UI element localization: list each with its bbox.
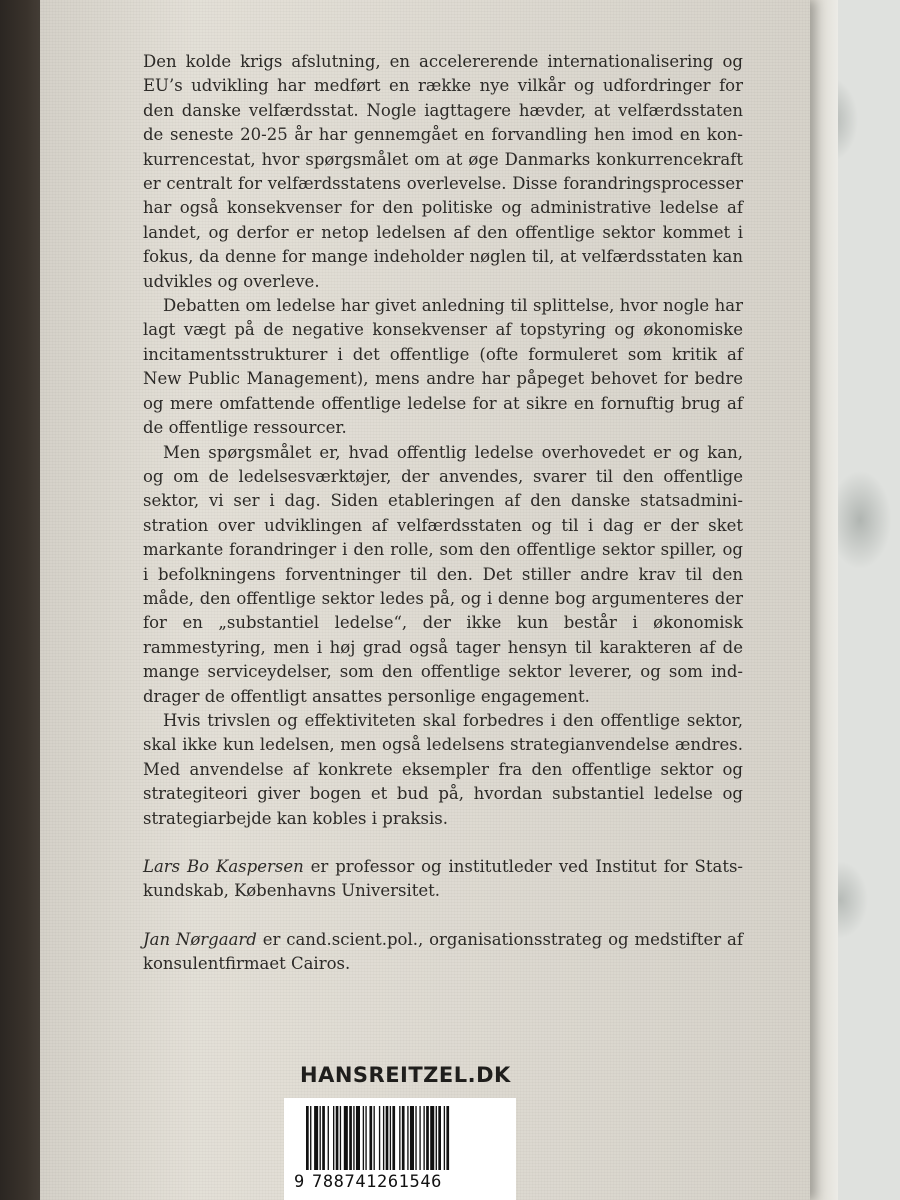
barcode-bar (383, 1106, 384, 1170)
barcode-bar (399, 1106, 400, 1170)
barcode-bar (419, 1106, 420, 1170)
isbn-lead-digit: 9 (294, 1172, 305, 1192)
barcode-bar (344, 1106, 348, 1170)
barcode-bar (322, 1106, 325, 1170)
barcode-bar (314, 1106, 318, 1170)
barcode-bar (407, 1106, 408, 1170)
barcode-label (284, 1098, 516, 1200)
barcode-bar (369, 1106, 372, 1170)
blurb-paragraph-2: Debatten om ledelse har givet anledning til splittelse, hvor nogle har lagt vægt på de negative konsekvenser af topstyring og økonomiske incitamentsstrukturer i det offentlige (ofte formuleret som kritik af New Public Management), mens andre har påpeget behovet for bedre og mere omfattende offentlige ledelse for at sikre en fornuftig brug af de offentlige ressourcer. (143, 296, 743, 438)
barcode-bar (430, 1106, 434, 1170)
author-desc-2: er cand.scient.pol., organisationsstrateg og medstifter af konsulentfirmaet Cairos. (143, 929, 743, 974)
barcode-bar (340, 1106, 341, 1170)
barcode-bar (415, 1106, 416, 1170)
barcode-bar (320, 1106, 321, 1170)
barcode-bar (402, 1106, 405, 1170)
barcode-bar (374, 1106, 375, 1170)
barcode-bar (410, 1106, 414, 1170)
author-name-1: Lars Bo Kaspersen (143, 857, 304, 876)
barcode-bar (349, 1106, 352, 1170)
isbn-digits: 788741261546 (312, 1172, 443, 1192)
author-desc-1: er professor og institutleder ved Institut for Statskundskab, Københavns Universitet. (143, 857, 743, 901)
barcode-bar (390, 1106, 391, 1170)
barcode-bar (310, 1106, 311, 1170)
author-name-2: Jan Nørgaard (143, 929, 257, 949)
barcode-bar (333, 1106, 334, 1170)
blurb-paragraph-4: Hvis trivslen og effektiviteten skal forbedres i den offentlige sektor, skal ikke kun ledelsen, men også ledelsens strategianvendelse ændres. Med anvendelse af konkrete eksempler fra den offentlige sektor og strategiteori giver bogen et bud på, hvordan substantiel ledelse og strategiarbejde kan kobles i praksis. (143, 710, 743, 828)
barcode-bar (306, 1106, 309, 1170)
blurb-paragraph-3: Men spørgsmålet er, hvad offentlig ledelse overhovedet er og kan, og om de ledelsesværktøjer, der anvendes, svarer til den offentlige sektor, vi ser i dag. Siden etableringen af den danske statsadministration over udviklingen af velfærdsstaten og til i dag er der sket markante forandringer i den rolle, som den offentlige sektor spiller, og i befolkningens forventninger til den. Det stiller andre krav til den måde, den offentlige sektor ledes på, og i denne bog argumenteres der for en „substantiel ledelse“, der ikke kun består i økonomisk rammestyring, men i høj grad også tager hensyn til karakteren af de mange serviceydelser, som den offentlige sektor leverer, og som inddrager de offentligt ansattes personlige engagement. (143, 442, 743, 706)
barcode-bar (444, 1106, 445, 1170)
barcode-bar (438, 1106, 441, 1170)
barcode-bar (446, 1106, 449, 1170)
barcode-bar (386, 1106, 389, 1170)
barcode-bar (356, 1106, 360, 1170)
blurb-paragraph-1: Den kolde krigs afslutning, en accelererende internationalisering og EU’s udvikling har medført en række nye vilkår og udfordringer for den danske velfærdsstat. Nogle iagttagere hævder, at velfærdsstaten de seneste 20-25 år har gennemgået en forvandling hen imod en konkurrencestat, hvor spørgsmålet om at øge Danmarks konkurrencekraft er centralt for velfærdsstatens overlevelse. Disse forandringsprocesser har også konsekvenser for den politiske og administrative ledelse af landet, og derfor er netop ledelsen af den offentlige sektor kommet i fokus, da denne for mange indeholder nøglen til, at velfærdsstaten kan udvikles og overleve. (143, 52, 743, 291)
barcode-bar (363, 1106, 364, 1170)
barcode-bar (426, 1106, 429, 1170)
barcode-bar (423, 1106, 424, 1170)
blurb-text (143, 50, 743, 977)
barcode-bar (379, 1106, 380, 1170)
page-edges (810, 0, 838, 1200)
barcode-bar (328, 1106, 329, 1170)
publisher-website: HANSREITZEL.DK (300, 1063, 511, 1087)
barcode-bar (336, 1106, 339, 1170)
author-bio-2 (143, 928, 743, 977)
barcode-bar (436, 1106, 437, 1170)
author-bio-1 (143, 855, 743, 904)
barcode-bar (365, 1106, 366, 1170)
barcode-image (306, 1106, 506, 1170)
barcode-bar (392, 1106, 395, 1170)
barcode-bar (353, 1106, 354, 1170)
